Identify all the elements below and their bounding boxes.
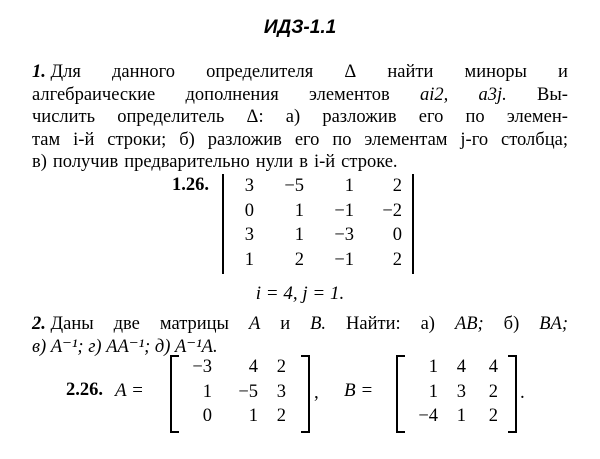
word: A (248, 314, 261, 334)
matrix-cell: −4 (418, 406, 438, 426)
variant-label-1: 1.26. (172, 175, 209, 195)
matrix-row (178, 355, 286, 380)
matrix-row (234, 174, 402, 199)
word: разложив (322, 107, 397, 127)
word: Вы- (537, 84, 568, 105)
matrix-cell: −1 (334, 249, 354, 270)
matrix-cell: 2 (392, 176, 402, 196)
matrix-cell: −3 (334, 225, 354, 245)
word: по (332, 129, 352, 150)
word: а) (285, 107, 301, 127)
matrix-cell: 2 (488, 406, 498, 426)
word: а) (420, 314, 435, 334)
matrix-cell: 1 (244, 249, 254, 270)
matrix-cell: −5 (284, 176, 304, 196)
period: . (520, 382, 525, 403)
matrix-row (404, 404, 498, 429)
matrix-cell: 4 (248, 357, 258, 377)
word: i-й (313, 152, 336, 172)
matrix-cell: 1 (248, 406, 258, 426)
word: его (294, 129, 320, 150)
word: матрицы (159, 314, 229, 334)
matrix-cell: 3 (244, 225, 254, 245)
matrix-cell: −5 (238, 381, 258, 402)
matrix-cell: 0 (244, 200, 254, 221)
matrix-cell: 4 (488, 357, 498, 377)
word: его (418, 107, 444, 127)
word: элементов (309, 84, 390, 105)
word: Найти: (346, 314, 401, 334)
matrix-cell: 3 (456, 381, 466, 402)
word: две (113, 314, 140, 334)
word: Δ (344, 62, 357, 82)
matrix-row (178, 380, 286, 405)
matrix-cell: 0 (392, 225, 402, 245)
word: в (299, 152, 308, 172)
word: j-го (460, 129, 489, 150)
word: там (32, 129, 61, 150)
matrix-cell: −3 (192, 357, 212, 377)
indices-line (0, 283, 600, 305)
determinant-matrix (234, 174, 402, 272)
matrix-cell: 2 (294, 249, 304, 270)
page-title: ИДЗ-1.1 (263, 17, 337, 38)
matrix-cell: 1 (294, 200, 304, 221)
matrix-cell: −2 (382, 200, 402, 221)
word: б) (179, 129, 195, 150)
matrix-b (404, 355, 498, 429)
matrix-a (178, 355, 286, 429)
matrix-row (234, 248, 402, 273)
problem-1-line-5 (32, 151, 568, 174)
word: по (465, 107, 485, 127)
word: элемен- (506, 107, 568, 127)
word: AB; (454, 314, 484, 334)
word: в) (32, 152, 47, 172)
word: и (558, 62, 568, 82)
matrix-cell: 2 (392, 249, 402, 270)
problem-1-number: 1. (32, 62, 46, 82)
determinant (222, 174, 414, 274)
word: б) (503, 314, 520, 334)
element-symbol: ai2, (419, 84, 449, 105)
matrix-row (178, 404, 286, 429)
word: BA; (539, 314, 568, 334)
word: дополнения (185, 84, 279, 105)
word: нули (255, 152, 294, 172)
word: определитель (117, 107, 225, 127)
word: элементам (364, 129, 448, 150)
problem-1-text (32, 61, 568, 174)
word: Даны (50, 314, 94, 334)
matrix-cell: 1 (456, 406, 466, 426)
problem-1-line-4 (32, 129, 568, 152)
word: определителя (206, 62, 314, 82)
problem-1-line-3 (32, 106, 568, 129)
word: разложив (207, 129, 282, 150)
matrix-cell: 3 (276, 381, 286, 402)
matrix-a-right-bracket (301, 355, 310, 433)
matrix-cell: 1 (202, 381, 212, 402)
problem-2-text (32, 313, 568, 358)
matrix-cell: 3 (244, 176, 254, 196)
word: Для (50, 62, 81, 82)
matrix-b-label: B = (344, 380, 374, 401)
word: предварительно (124, 152, 250, 172)
word: и (280, 314, 291, 334)
word: получив (52, 152, 119, 172)
word: строки; (107, 129, 167, 150)
problem-1-line-2 (32, 84, 568, 107)
matrix-cell: −1 (334, 200, 354, 221)
word: Δ: (246, 107, 264, 127)
word: числить (32, 107, 96, 127)
word: алгебраические (32, 84, 156, 105)
variant-label-2: 2.26. (66, 380, 103, 400)
matrix-cell: 2 (488, 381, 498, 402)
matrix-row (404, 380, 498, 405)
word: i-й (73, 129, 95, 150)
matrix-cell: 4 (456, 357, 466, 377)
matrix-cell: 2 (276, 406, 286, 426)
problem-2-number: 2. (32, 314, 46, 334)
word: строке. (341, 152, 398, 172)
comma: , (314, 382, 319, 403)
matrix-cell: 1 (294, 225, 304, 245)
matrix-a-label: A = (115, 380, 144, 401)
element-symbol: a3j. (478, 84, 507, 105)
matrix-row (234, 199, 402, 224)
matrix-b-right-bracket (508, 355, 517, 433)
word: миноры (464, 62, 527, 82)
matrix-cell: 0 (202, 406, 212, 426)
matrix-cell: 2 (276, 357, 286, 377)
matrix-row (234, 223, 402, 248)
matrix-cell: 1 (428, 381, 438, 402)
word: данного (111, 62, 176, 82)
word: столбца; (501, 129, 568, 150)
problem-1-line-1 (32, 61, 568, 84)
matrix-cell: 1 (428, 357, 438, 377)
word: найти (387, 62, 434, 82)
word: B. (310, 314, 327, 334)
matrix-cell: 1 (344, 176, 354, 196)
problem-2-tasks: в) A⁻¹; г) AA⁻¹; д) A⁻¹A. (32, 336, 218, 357)
indices: i = 4, j = 1. (255, 283, 345, 304)
matrix-row (404, 355, 498, 380)
problem-2-line-1 (32, 313, 568, 336)
